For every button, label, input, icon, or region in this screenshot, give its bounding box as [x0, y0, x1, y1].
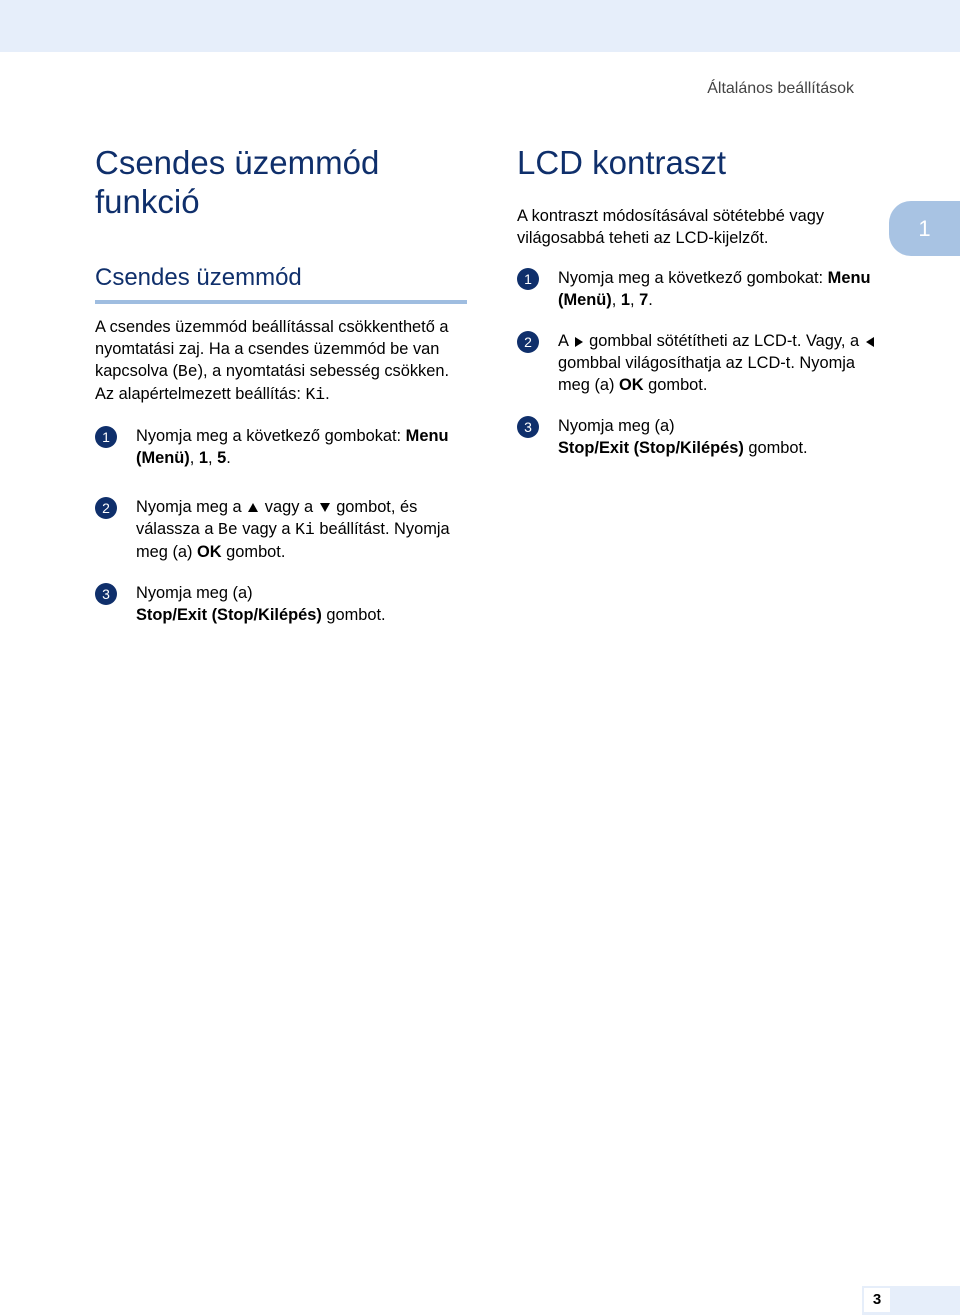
quiet-step-2: 2 Nyomja meg a vagy a gombot, és válassza a Be vagy a Ki beállítást. Nyomja meg (a) OK gombot. [95, 496, 467, 563]
lcd-step-1: 1 Nyomja meg a következő gombokat: Menu (Menü), 1, 7. [517, 267, 889, 311]
quiet-step-1: 1 Nyomja meg a következő gombokat: Menu (Menü), 1, 5. [95, 425, 467, 469]
page-number: 3 [864, 1288, 890, 1312]
step-number-badge: 1 [95, 426, 117, 448]
step-number-badge: 2 [95, 497, 117, 519]
left-arrow-icon [866, 337, 874, 347]
lcd-step-2: 2 A gombbal sötétítheti az LCD-t. Vagy, a gombbal világosíthatja az LCD-t. Nyomja meg (a) OK gombot. [517, 330, 889, 396]
step-number-badge: 3 [95, 583, 117, 605]
code-be: Be [177, 362, 198, 381]
lcd-step-3: 3 Nyomja meg (a) Stop/Exit (Stop/Kilépés) gombot. [517, 415, 889, 459]
lcd-contrast-intro: A kontraszt módosításával sötétebbé vagy világosabbá teheti az LCD-kijelzőt. [517, 207, 825, 247]
code-ki: Ki [305, 385, 326, 404]
step-number-badge: 2 [517, 331, 539, 353]
right-column [517, 143, 889, 459]
quiet-mode-intro: A csendes üzemmód beállítással csökkenthető a nyomtatási zaj. Ha a csendes üzemmód be van kapcsolva (Be), a nyomtatási sebesség csökken. Az alapértelmezett beállítás: Ki. [95, 318, 450, 404]
step-number-badge: 3 [517, 416, 539, 438]
right-arrow-icon [575, 337, 583, 347]
running-header: Általános beállítások [707, 80, 854, 97]
step-number-badge: 1 [517, 268, 539, 290]
quiet-step-3: 3 Nyomja meg (a) Stop/Exit (Stop/Kilépés) gombot. [95, 582, 467, 626]
subsection-title-quiet-mode: Csendes üzemmód [95, 263, 467, 304]
chapter-tab: 1 [889, 201, 960, 256]
section-title-quiet-mode: Csendes üzemmód funkció [95, 144, 380, 220]
down-arrow-icon [320, 503, 330, 512]
top-band [0, 0, 960, 52]
up-arrow-icon [248, 503, 258, 512]
left-column [95, 143, 467, 626]
section-title-lcd-contrast: LCD kontraszt [517, 144, 727, 181]
